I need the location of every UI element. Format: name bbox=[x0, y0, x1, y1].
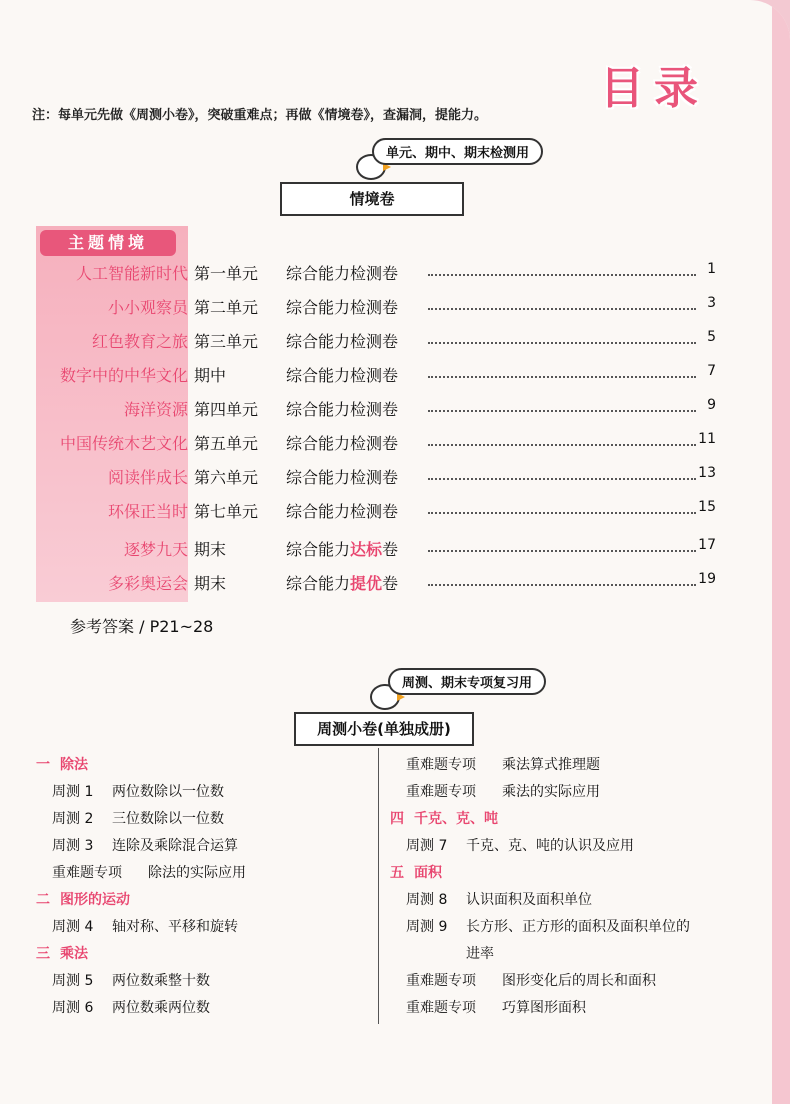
toc-theme: 海洋资源 bbox=[123, 400, 188, 419]
section-title: 图形的运动 bbox=[60, 892, 130, 908]
section-number: 四 bbox=[390, 811, 404, 827]
toc-unit: 第三单元 bbox=[194, 332, 259, 351]
weekly-item[interactable] bbox=[390, 968, 730, 995]
section-heading bbox=[390, 860, 730, 887]
weekly-item[interactable] bbox=[390, 833, 730, 860]
toc-test-a: 综合能力检测卷 bbox=[286, 264, 399, 283]
section2-banner: 周测小卷(单独成册) bbox=[294, 712, 474, 746]
section1-banner: 情境卷 bbox=[280, 182, 464, 216]
section2-tab: 周测、期末专项复习用 bbox=[388, 668, 546, 695]
toc-test bbox=[286, 261, 398, 284]
toc-page-number: 15 bbox=[698, 499, 716, 515]
toc-unit: 第六单元 bbox=[194, 468, 259, 487]
section-title: 除法 bbox=[60, 757, 88, 773]
toc-theme: 阅读伴成长 bbox=[107, 468, 188, 487]
weekly-item[interactable] bbox=[36, 833, 366, 860]
toc-unit: 期末 bbox=[194, 540, 227, 559]
weekly-title: 两位数乘整十数 bbox=[112, 973, 210, 989]
toc-theme: 数字中的中华文化 bbox=[59, 366, 188, 385]
toc-test bbox=[286, 465, 398, 488]
weekly-label: 周测 5 bbox=[52, 973, 94, 989]
toc-unit: 第四单元 bbox=[194, 400, 259, 419]
weekly-title: 两位数除以一位数 bbox=[112, 784, 224, 800]
toc-page-number: 5 bbox=[707, 329, 716, 345]
toc-theme: 逐梦九天 bbox=[123, 540, 188, 559]
weekly-title: 两位数乘两位数 bbox=[112, 1000, 210, 1016]
toc-test-a: 综合能力检测卷 bbox=[286, 366, 399, 385]
toc-test bbox=[286, 329, 398, 352]
weekly-item[interactable] bbox=[36, 914, 366, 941]
weekly-label: 周测 7 bbox=[406, 838, 448, 854]
toc-theme: 环保正当时 bbox=[107, 502, 188, 521]
weekly-label: 周测 2 bbox=[52, 811, 94, 827]
toc-test-a: 综合能力 bbox=[286, 574, 351, 593]
toc-test bbox=[286, 571, 398, 594]
weekly-title: 轴对称、平移和旋转 bbox=[112, 919, 238, 935]
toc-test bbox=[286, 363, 398, 386]
column-divider bbox=[378, 748, 379, 1024]
section-heading bbox=[36, 752, 366, 779]
weekly-title: 乘法算式推理题 bbox=[502, 757, 600, 773]
weekly-list-right bbox=[390, 752, 730, 1022]
weekly-title: 千克、克、吨的认识及应用 bbox=[466, 838, 634, 854]
toc-unit: 第二单元 bbox=[194, 298, 259, 317]
weekly-label: 重难题专项 bbox=[52, 865, 122, 881]
weekly-item[interactable] bbox=[390, 887, 730, 914]
weekly-item[interactable] bbox=[390, 752, 730, 779]
leader-dots bbox=[428, 342, 696, 344]
weekly-label: 周测 8 bbox=[406, 892, 448, 908]
toc-test-a: 综合能力检测卷 bbox=[286, 502, 399, 521]
toc-unit: 第一单元 bbox=[194, 264, 259, 283]
weekly-label: 重难题专项 bbox=[406, 1000, 476, 1016]
toc-row[interactable] bbox=[36, 394, 716, 422]
weekly-title: 除法的实际应用 bbox=[148, 865, 246, 881]
usage-note: 注：每单元先做《周测小卷》，突破重难点；再做《情境卷》，查漏洞，提能力。 bbox=[32, 108, 488, 123]
toc-row[interactable] bbox=[36, 496, 716, 524]
toc-test bbox=[286, 537, 398, 560]
section-number: 二 bbox=[36, 892, 50, 908]
weekly-label: 重难题专项 bbox=[406, 973, 476, 989]
weekly-title: 巧算图形面积 bbox=[502, 1000, 586, 1016]
toc-unit: 期末 bbox=[194, 574, 227, 593]
toc-test bbox=[286, 431, 398, 454]
section-number: 五 bbox=[390, 865, 404, 881]
leader-dots bbox=[428, 308, 696, 310]
leader-dots bbox=[428, 376, 696, 378]
weekly-item[interactable] bbox=[390, 779, 730, 806]
toc-page-number: 7 bbox=[707, 363, 716, 379]
weekly-list-left bbox=[36, 752, 366, 1022]
toc-unit: 期中 bbox=[194, 366, 227, 385]
toc-unit: 第七单元 bbox=[194, 502, 259, 521]
weekly-item[interactable] bbox=[36, 995, 366, 1022]
page-edge bbox=[772, 0, 790, 1104]
weekly-title: 图形变化后的周长和面积 bbox=[502, 973, 656, 989]
weekly-item[interactable] bbox=[390, 941, 730, 968]
section-title: 面积 bbox=[414, 865, 442, 881]
weekly-label: 重难题专项 bbox=[406, 757, 476, 773]
toc-theme: 多彩奥运会 bbox=[107, 574, 188, 593]
leader-dots bbox=[428, 478, 696, 480]
toc-test-highlight: 达标 bbox=[350, 540, 383, 559]
weekly-item[interactable] bbox=[390, 914, 730, 941]
weekly-title: 进率 bbox=[466, 946, 494, 962]
toc-row[interactable] bbox=[36, 258, 716, 286]
toc-row[interactable] bbox=[36, 534, 716, 562]
toc-page-number: 11 bbox=[698, 431, 716, 447]
toc-test-a: 综合能力检测卷 bbox=[286, 434, 399, 453]
leader-dots bbox=[428, 584, 696, 586]
page-title: 目录 bbox=[600, 63, 708, 114]
weekly-label: 周测 3 bbox=[52, 838, 94, 854]
toc-page-number: 19 bbox=[698, 571, 716, 587]
toc-page-number: 3 bbox=[707, 295, 716, 311]
section-heading bbox=[390, 806, 730, 833]
toc-theme: 小小观察员 bbox=[107, 298, 188, 317]
section-number: 一 bbox=[36, 757, 50, 773]
toc-page-number: 1 bbox=[707, 261, 716, 277]
toc-test-a: 综合能力 bbox=[286, 540, 351, 559]
section1-tab: 单元、期中、期末检测用 bbox=[372, 138, 543, 165]
answer-reference: 参考答案 / P21~28 bbox=[70, 617, 214, 636]
toc-unit: 第五单元 bbox=[194, 434, 259, 453]
toc-row[interactable] bbox=[36, 360, 716, 388]
leader-dots bbox=[428, 444, 696, 446]
toc-test-a: 综合能力检测卷 bbox=[286, 468, 399, 487]
leader-dots bbox=[428, 274, 696, 276]
weekly-item[interactable] bbox=[36, 779, 366, 806]
toc-row[interactable] bbox=[36, 428, 716, 456]
weekly-title: 认识面积及面积单位 bbox=[466, 892, 592, 908]
weekly-item[interactable] bbox=[36, 860, 366, 887]
toc-row[interactable] bbox=[36, 292, 716, 320]
toc-theme: 人工智能新时代 bbox=[75, 264, 188, 283]
section-title: 乘法 bbox=[60, 946, 88, 962]
toc-page-number: 17 bbox=[698, 537, 716, 553]
weekly-item[interactable] bbox=[390, 995, 730, 1022]
theme-header: 主题情境 bbox=[40, 230, 176, 256]
section-number: 三 bbox=[36, 946, 50, 962]
toc-test bbox=[286, 499, 398, 522]
weekly-title: 乘法的实际应用 bbox=[502, 784, 600, 800]
weekly-label: 重难题专项 bbox=[406, 784, 476, 800]
toc-test-a: 综合能力检测卷 bbox=[286, 400, 399, 419]
weekly-title: 长方形、正方形的面积及面积单位的 bbox=[466, 919, 690, 935]
section-title: 千克、克、吨 bbox=[414, 811, 498, 827]
weekly-label: 周测 9 bbox=[406, 919, 448, 935]
weekly-title: 三位数除以一位数 bbox=[112, 811, 224, 827]
toc-page-number: 9 bbox=[707, 397, 716, 413]
toc-row[interactable] bbox=[36, 462, 716, 490]
toc-test-c: 卷 bbox=[382, 540, 399, 559]
toc-test-c: 卷 bbox=[382, 574, 399, 593]
weekly-label: 周测 6 bbox=[52, 1000, 94, 1016]
toc-theme: 中国传统木艺文化 bbox=[59, 434, 188, 453]
section-heading bbox=[36, 887, 366, 914]
weekly-label: 周测 4 bbox=[52, 919, 94, 935]
weekly-title: 连除及乘除混合运算 bbox=[112, 838, 238, 854]
leader-dots bbox=[428, 410, 696, 412]
toc-row[interactable] bbox=[36, 326, 716, 354]
toc-test-a: 综合能力检测卷 bbox=[286, 298, 399, 317]
toc-test-highlight: 提优 bbox=[350, 574, 383, 593]
toc-test bbox=[286, 295, 398, 318]
toc-test-a: 综合能力检测卷 bbox=[286, 332, 399, 351]
toc-page-number: 13 bbox=[698, 465, 716, 481]
section-heading bbox=[36, 941, 366, 968]
leader-dots bbox=[428, 550, 696, 552]
weekly-label: 周测 1 bbox=[52, 784, 94, 800]
weekly-item[interactable] bbox=[36, 968, 366, 995]
toc-test bbox=[286, 397, 398, 420]
leader-dots bbox=[428, 512, 696, 514]
toc-theme: 红色教育之旅 bbox=[91, 332, 188, 351]
toc-row[interactable] bbox=[36, 568, 716, 596]
weekly-item[interactable] bbox=[36, 806, 366, 833]
